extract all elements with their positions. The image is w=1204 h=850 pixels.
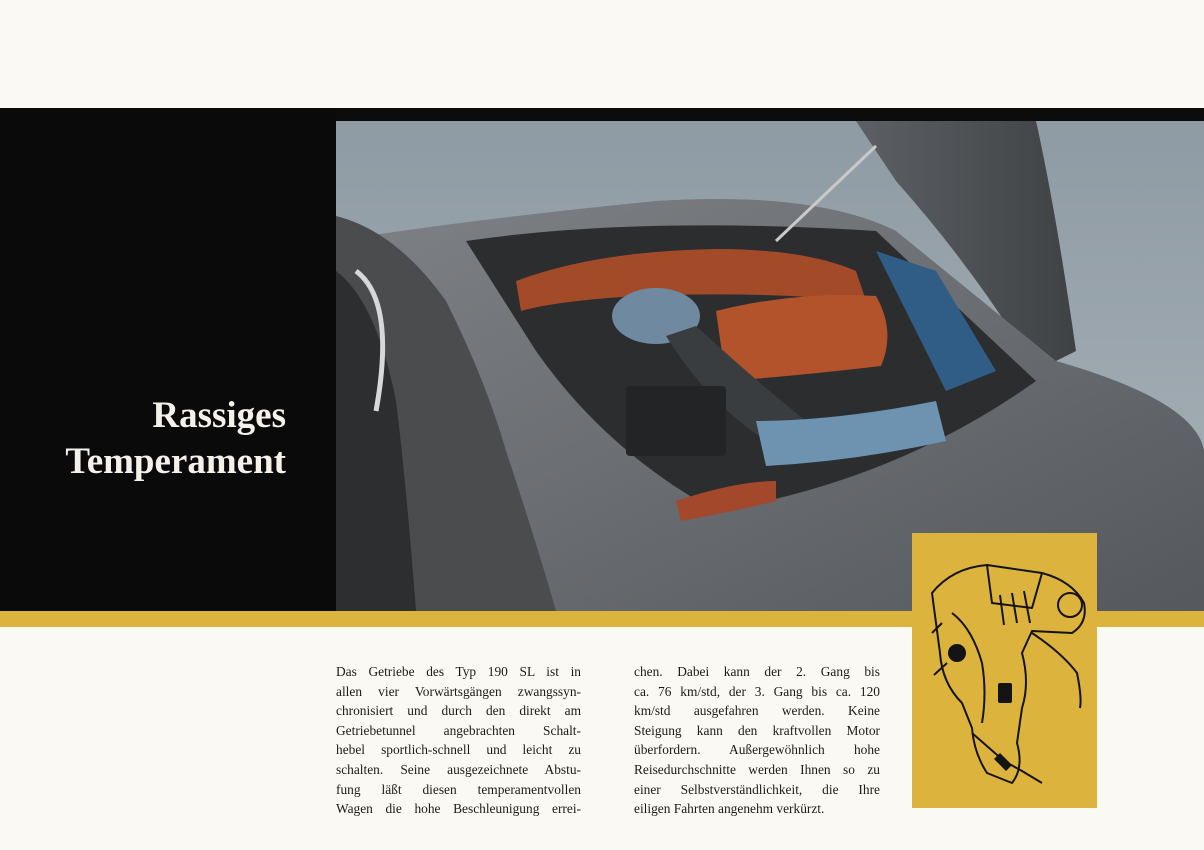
text-line: chronisiert und durch den direkt am	[336, 703, 581, 719]
black-title-panel	[0, 108, 336, 611]
text-line: Steigung kann den kraftvollen Motor	[634, 722, 880, 738]
text-line: eiligen Fahrten angenehm verkürzt.	[634, 801, 825, 817]
text-line: km/std ausgefahren werden. Keine	[634, 703, 880, 719]
text-line: Reisedurchschnitte werden Ihnen so zu	[634, 761, 880, 777]
battery	[626, 386, 726, 456]
text-line: überfordern. Außergewöhnlich hohe	[634, 742, 880, 758]
text-line: schalten. Seine ausgezeichnete Abstu-	[336, 761, 581, 777]
text-line: Wagen die hohe Beschleunigung errei-	[336, 801, 581, 817]
text-column-1	[336, 662, 581, 819]
text-line: Das Getriebe des Typ 190 SL ist in	[336, 664, 581, 679]
text-column-2	[634, 662, 880, 819]
text-line: ca. 76 km/std, der 3. Gang bis ca. 120	[634, 683, 880, 699]
title-line-1: Rassiges	[152, 395, 286, 436]
text-line: chen. Dabei kann der 2. Gang bis	[634, 664, 880, 679]
page-title	[0, 393, 286, 485]
title-line-2: Temperament	[65, 441, 286, 482]
text-line: hebel sportlich-schnell und leicht zu	[336, 742, 581, 758]
engine-line-drawing	[912, 533, 1097, 808]
text-line: fung läßt diesen temperamentvollen	[336, 781, 581, 797]
text-line: einer Selbstverständlichkeit, die Ihre	[634, 781, 880, 797]
text-line: allen vier Vorwärtsgängen zwangssyn-	[336, 683, 581, 699]
engine-drawing-inset	[912, 533, 1097, 808]
text-line: Getriebetunnel angebrachten Schalt-	[336, 722, 581, 738]
